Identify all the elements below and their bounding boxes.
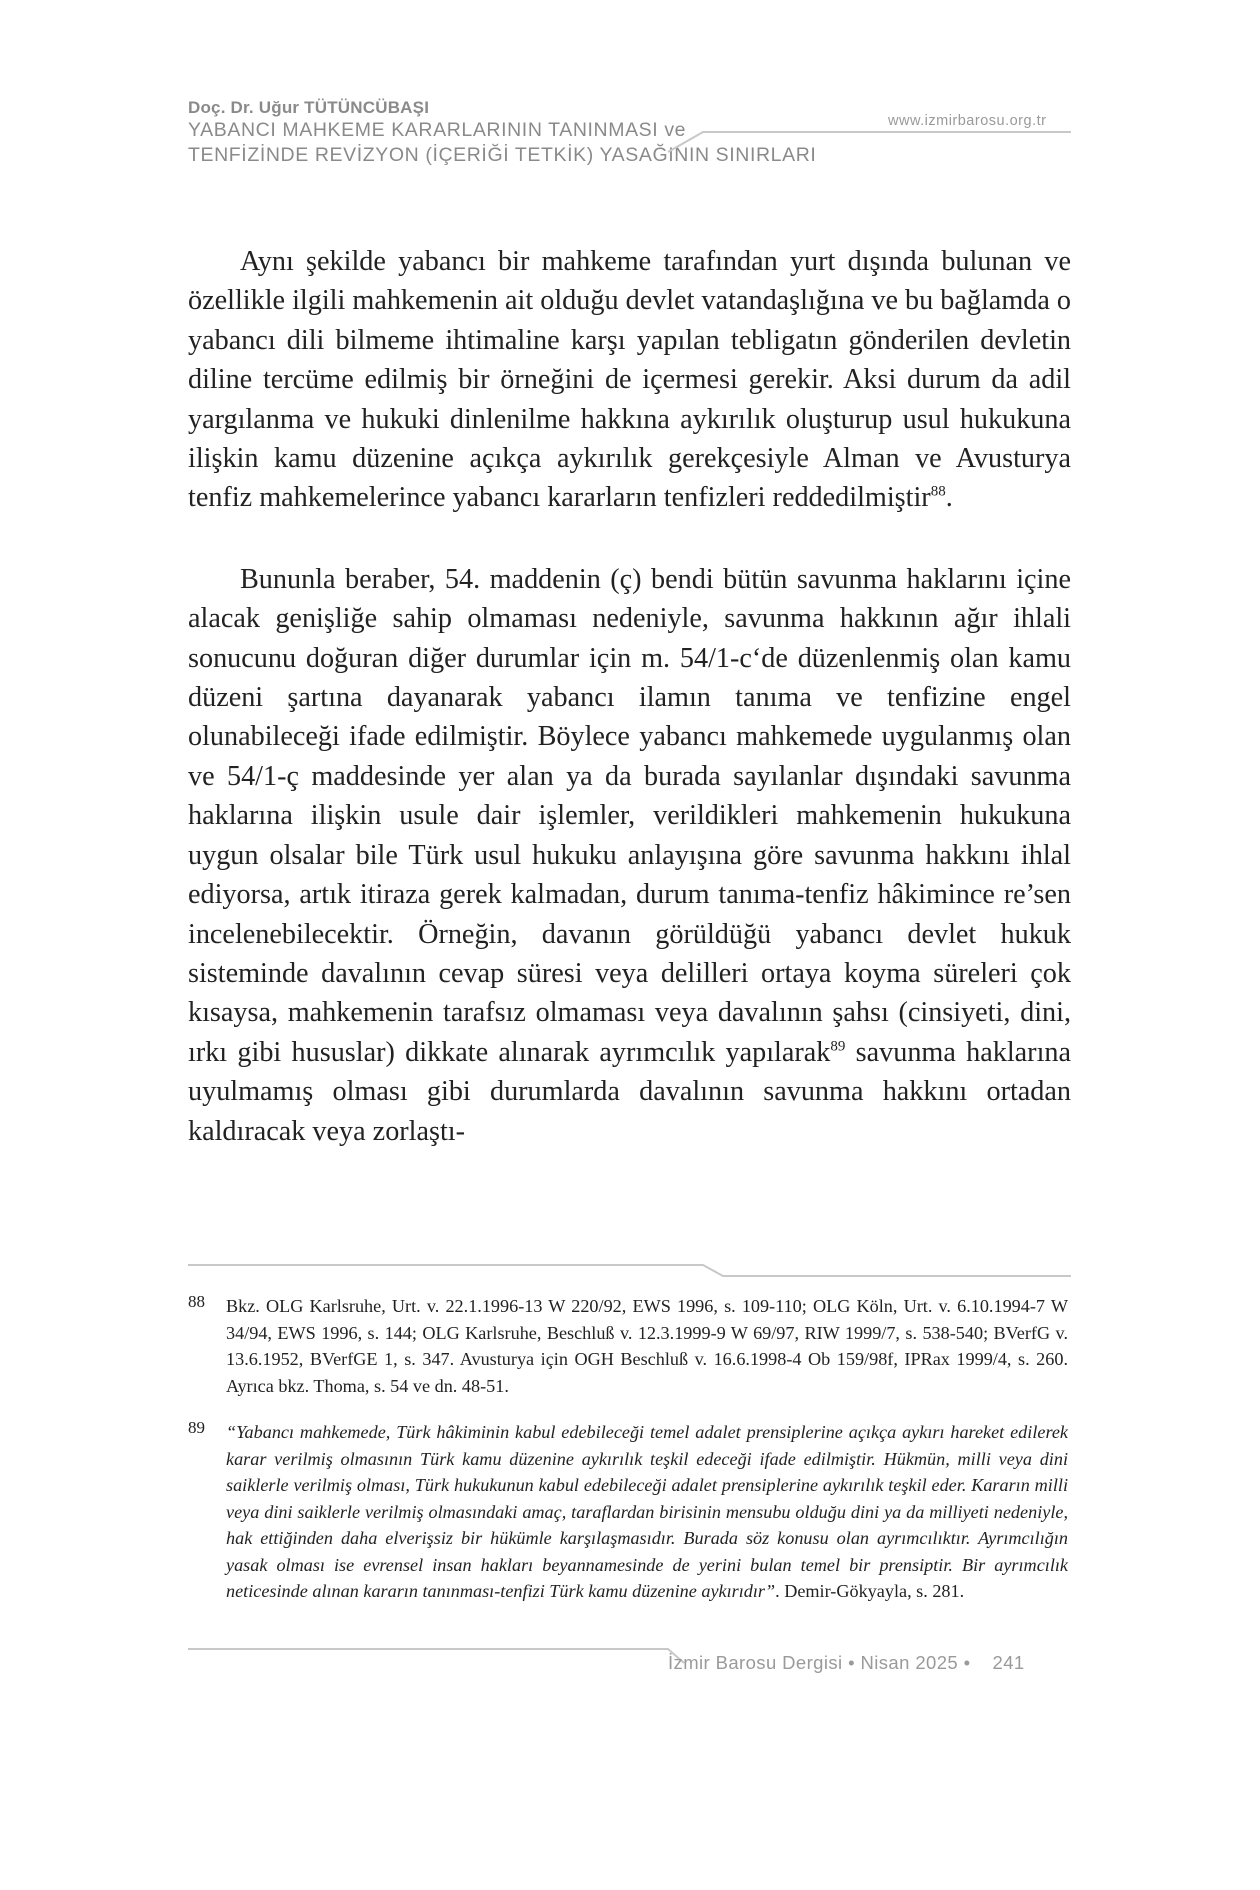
footnote-source: . Demir-Gökyayla, s. 281. [775, 1581, 965, 1601]
footnote-number: 88 [188, 1292, 205, 1311]
footnote-ref-89: 89 [830, 1038, 846, 1055]
main-text [188, 242, 1071, 1193]
author-name [188, 98, 816, 118]
paragraph-2-text-b: savunma haklarına uyulmamış olması gibi durumlarda davalının savunma hakkını ortadan kaldıracak veya zorlaştı- [188, 1036, 1072, 1147]
footnote-number: 89 [188, 1418, 205, 1437]
paragraph-1-text: Aynı şekilde yabancı bir mahkeme tarafından yurt dışında bulunan ve özellikle ilgili mahkemenin ait olduğu devlet vatandaşlığına ve bu bağlamda o yabancı dili bilmeme ihtimaline karşı yapılan tebligatın gönderilen devletin diline tercüme edilmiş bir örneğini de içermesi gerekir. Aksi durum da adil yargılanma ve hukuki dinlenilme hakkına aykırılık oluşturup usul hukukuna ilişkin kamu düzenine açıkça aykırılık gerekçesiyle Alman ve Avusturya tenfiz mahkemelerince yabancı kararların tenfizleri reddedilmiştir [188, 246, 1071, 514]
website-url: www.izmirbarosu.org.tr [888, 113, 1047, 129]
footnote-text: Bkz. OLG Karlsruhe, Urt. v. 22.1.1996-13 W 220/92, EWS 1996, s. 109-110; OLG Köln, Urt. v. 6.10.1994-7 W 34/94, EWS 1996, s. 144; OLG Karlsruhe, Beschluß v. 12.3.1999-9 W 69/97, RIW 1999/7, s. 538-540; BVerfG v. 13.6.1952, BVerfGE 1, s. 347. Avusturya için OGH Beschluß v. 16.6.1998-4 Ob 159/98f, IPRax 1999/4, s. 260. Ayrıca bkz. Thoma, s. 54 ve dn. 48-51. [226, 1296, 1068, 1396]
page-footer [668, 1652, 1025, 1674]
footnote-89 [188, 1419, 1068, 1605]
paragraph-1 [188, 242, 1071, 518]
footnote-ref-88: 88 [930, 484, 946, 501]
paragraph-2-text-a: Bununla beraber, 54. maddenin (ç) bendi bütün savunma haklarını içine alacak genişliğe sahip olmaması nedeniyle, savunma hakkının ağır ihlali sonucunu doğuran diğer durumlar için m. 54/1-c‘de düzenlenmiş olan kamu düzeni şartına dayanarak yabancı ilamın tanıma ve tenfizine engel olunabileceği ifade edilmiştir. Böylece yabancı mahkemede uygulanmış olan ve 54/1-ç maddesinde yer alan ya da burada sayılanlar dışındaki savunma haklarına ilişkin usule dair işlemler, verildikleri mahkemenin hukukuna uygun olsalar bile Türk usul hukuku anlayışına göre savunma hakkını ihlal ediyorsa, artık itiraza gerek kalmadan, durum tanıma-tenfiz hâkimince re’sen incelenebilecektir. Örneğin, davanın görüldüğü yabancı devlet hukuk sisteminde davalının cevap süresi veya delilleri ortaya koyma süreleri çok kısaysa, mahkemenin tarafsız olmaması veya davalının şahsı (cinsiyeti, dini, ırkı gibi hususlar) dikkate alınarak ayrımcılık yapılarak [188, 563, 1071, 1068]
paragraph-2 [188, 560, 1071, 1151]
footnote-88 [188, 1293, 1068, 1399]
author-prefix: Doç. Dr. Uğur [188, 98, 305, 117]
article-title-line-2: TENFİZİNDE REVİZYON (İÇERİĞİ TETKİK) YASAĞININ SINIRLARI [188, 144, 817, 166]
footnote-divider [188, 1262, 1071, 1278]
footnotes [188, 1293, 1068, 1625]
footnote-quote: “Yabancı mahkemede, Türk hâkiminin kabul edebileceği temel adalet prensiplerine açıkça aykırı hareket edilerek karar verilmiş olmasının Türk kamu düzenine aykırılık teşkil edeceği ifade edilmiştir. Hükmün, milli veya dini saiklerle verilmiş olması, Türk hukukunun kabul edebileceği adalet prensiplerine aykırılık teşkil eder. Kararın milli veya dini saiklerle verilmiş olmasındaki amaç, taraflardan birisinin mensubu olduğu dini ya da milliyeti nedeniyle, hak ettiğinden daha elverişsiz bir hükümle karşılaşmasıdır. Burada söz konusu olan ayrımcılıktır. Ayrımcılığın yasak olması ise evrensel insan hakları beyannamesinde de yerini bulan temel bir prensiptir. Bir ayrımcılık neticesinde alınan kararın tanınması-tenfizi Türk kamu düzenine aykırıdır” [226, 1422, 1068, 1601]
header-divider [188, 128, 1071, 154]
author-surname: TÜTÜNCÜBAŞI [304, 98, 430, 117]
article-title-line-1: YABANCI MAHKEME KARARLARININ TANINMASI ve [188, 119, 687, 141]
paragraph-1-end: . [945, 482, 953, 514]
journal-name: İzmir Barosu Dergisi • Nisan 2025 • [668, 1652, 971, 1673]
page-number: 241 [992, 1652, 1025, 1673]
